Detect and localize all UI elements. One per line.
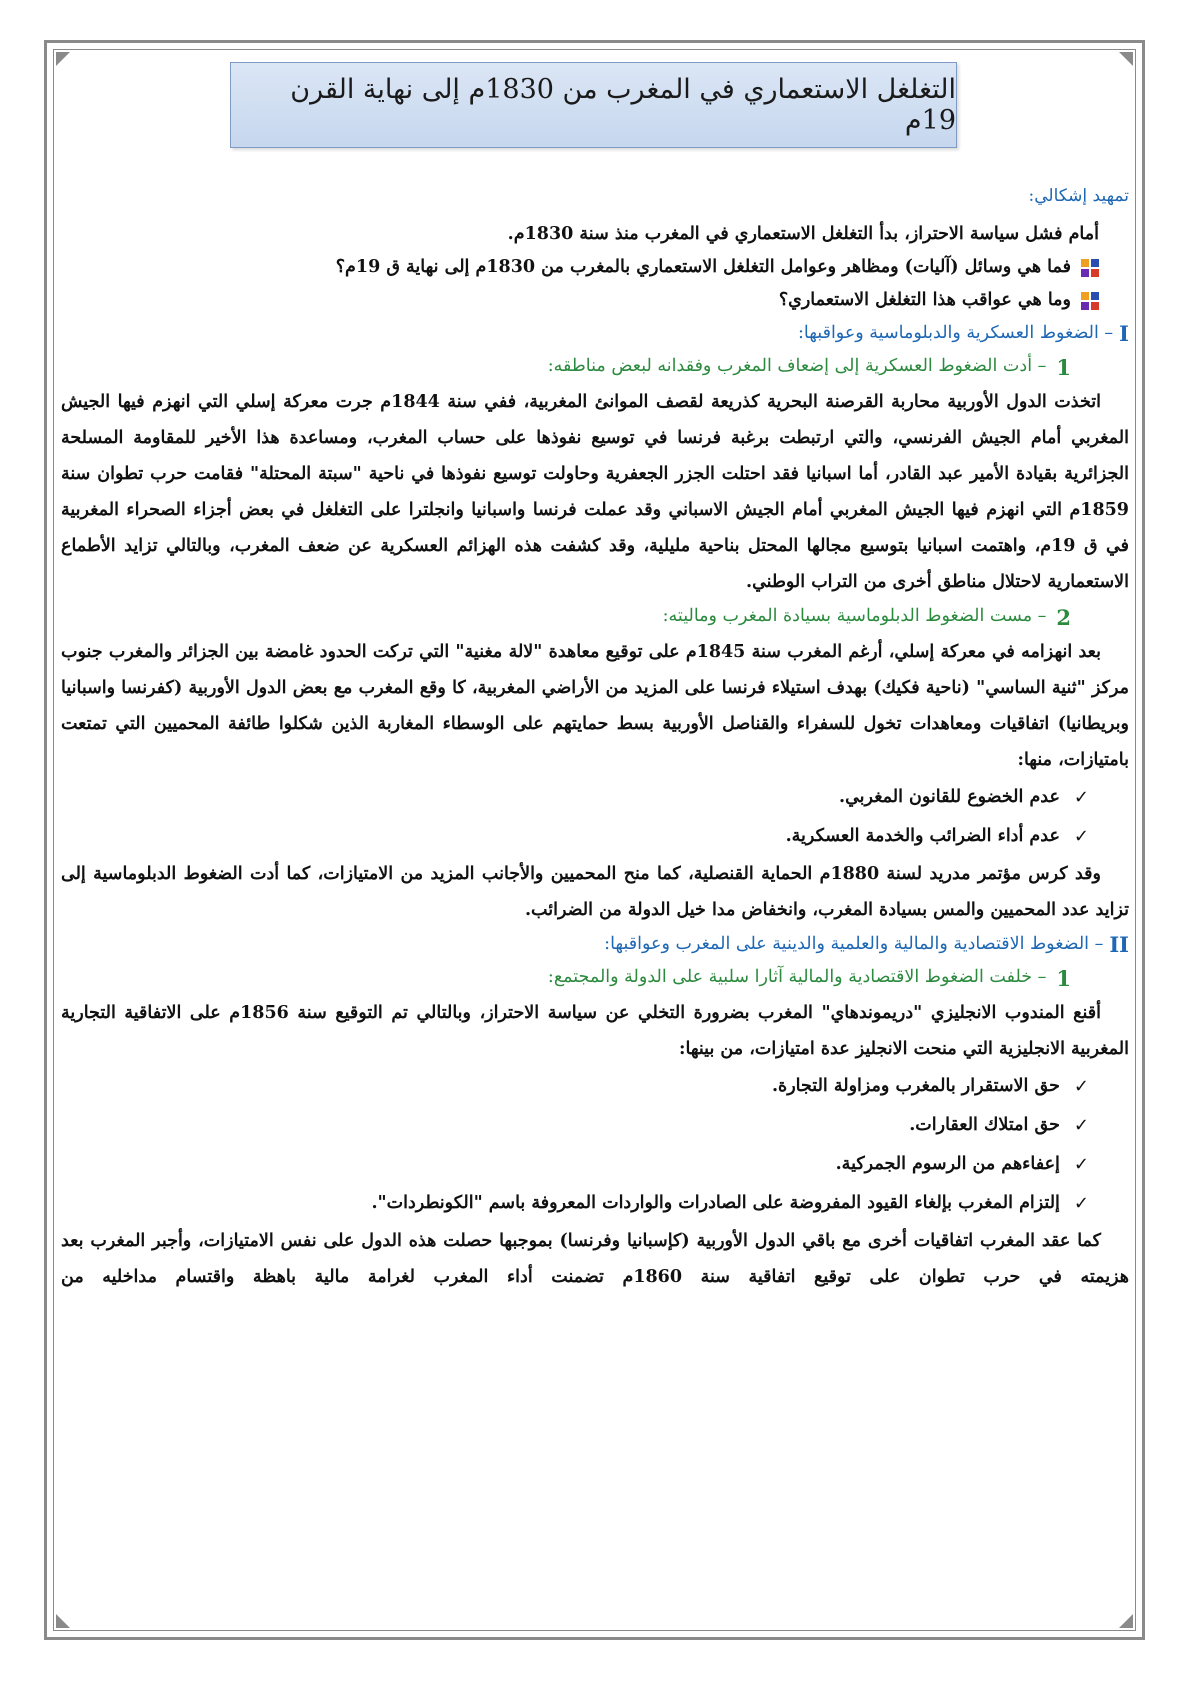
subsection-number: 2 [1056, 604, 1071, 630]
subsection-title: – مست الضغوط الدبلوماسية بسيادة المغرب وماليته: [662, 606, 1047, 627]
list-item-text: حق الاستقرار بالمغرب ومزاولة التجارة. [771, 1075, 1060, 1096]
bullet-square-icon [1081, 292, 1099, 310]
subsection-heading [61, 600, 1129, 634]
question-item [61, 284, 1129, 317]
list-item-text: عدم الخضوع للقانون المغربي. [838, 786, 1060, 807]
checkmark-icon: ✓ [1073, 1114, 1089, 1136]
paragraph: كما عقد المغرب اتفاقيات أخرى مع باقي الدول الأوربية (كإسبانيا وفرنسا) بموجبها حصلت هذه الدول على نفس الامتيازات، وأجبر المغرب بعد هزيمته في حرب تطوان على توقيع اتفاقية سنة 1860م تضمنت أداء المغرب لغرامة مالية باهظة واقتسام مداخليه من [61, 1231, 1129, 1287]
list-item-text: عدم أداء الضرائب والخدمة العسكرية. [785, 825, 1060, 846]
paragraph: أقنع المندوب الانجليزي "دريموندهاي" المغرب بضرورة التخلي عن سياسة الاحتراز، وبالتالي تم التوقيع سنة 1856م على الاتفاقية التجارية المغربية الانجليزية التي منحت الانجليز عدة امتيازات، من بينها: [61, 1003, 1129, 1059]
checkmark-icon: ✓ [1073, 825, 1089, 847]
section-title: – الضغوط الاقتصادية والمالية والعلمية والدينية على المغرب وعواقبها: [604, 933, 1104, 954]
page-title: التغلغل الاستعماري في المغرب من 1830م إلى نهاية القرن 19م [290, 74, 956, 136]
section-heading [61, 317, 1129, 350]
list-item [61, 1145, 1129, 1184]
paragraph: وقد كرس مؤتمر مدريد لسنة 1880م الحماية القنصلية، كما منح المحميين والأجانب المزيد من الامتيازات، كما أدت الضغوط الدبلوماسية إلى تزايد عدد المحميين والمس بسيادة المغرب، وانخفاض مدا خيل الدولة من الضرائب. [61, 864, 1129, 920]
bullet-square-icon [1081, 259, 1099, 277]
subsection-title: – خلفت الضغوط الاقتصادية والمالية آثارا سلبية على الدولة والمجتمع: [547, 967, 1047, 988]
checkmark-icon: ✓ [1073, 1192, 1089, 1214]
subsection-heading [61, 350, 1129, 384]
list-item-text: إعفاءهم من الرسوم الجمركية. [835, 1153, 1060, 1174]
list-item [61, 1067, 1129, 1106]
subsection-number: 1 [1056, 354, 1071, 380]
list-item [61, 778, 1129, 817]
question-item [61, 251, 1129, 284]
list-item-text: حق امتلاك العقارات. [909, 1114, 1060, 1135]
list-item [61, 1106, 1129, 1145]
section-number: I [1119, 321, 1129, 346]
subsection-number: 1 [1056, 965, 1071, 991]
paragraph: اتخذت الدول الأوربية محاربة القرصنة البحرية كذريعة لقصف الموانئ المغربية، ففي سنة 1844م جرت معركة إسلي التي انهزم فيها الجيش المغربي أمام الجيش الفرنسي، والتي ارتبطت برغبة فرنسا في توسيع نفوذها على حساب المغرب، ومساعدة هذا الأخير للمقاومة المسلحة الجزائرية بقيادة الأمير عبد القادر، أما اسبانيا فقد احتلت الجزر الجعفرية وحاولت توسيع نفوذها في ناحية "سبتة المحتلة" فقامت حرب تطوان سنة 1859م التي انهزم فيها الجيش المغربي أمام الجيش الاسباني وقد عملت فرنسا واسبانيا وانجلترا على التغلغل في بعض أجزاء الصحراء المغربية في ق 19م، واهتمت اسبانيا بتوسيع مجالها المحتل بناحية مليلية، وقد كشفت هذه الهزائم العسكرية عن ضعف المغرب، وبالتالي تزايد الأطماع الاستعمارية لاحتلال مناطق أخرى من التراب الوطني. [61, 392, 1129, 592]
section-title: – الضغوط العسكرية والدبلوماسية وعواقبها: [798, 322, 1114, 343]
intro-line: أمام فشل سياسة الاحتراز، بدأ التغلغل الاستعماري في المغرب منذ سنة 1830م. [507, 223, 1099, 244]
intro-label: تمهيد إشكالي: [1028, 186, 1129, 206]
list-item [61, 1184, 1129, 1223]
paragraph: بعد انهزامه في معركة إسلي، أرغم المغرب سنة 1845م على توقيع معاهدة "لالة مغنية" التي تركت الحدود غامضة بين الجزائر والمغرب جنوب مركز "ثنية الساسي" (ناحية فكيك) بهدف استيلاء فرنسا على المزيد من الأراضي المغربية، كا وقع المغرب مع بعض الدول الأوربية (كفرنسا واسبانيا وبريطانيا) اتفاقيات ومعاهدات تخول للسفراء والقناصل الأوربية بسط حمايتهم على الوسطاء المغاربة الذين شكلوا طائفة المحميين التي تمتعت بامتيازات، منها: [61, 642, 1129, 770]
list-item-text: إلتزام المغرب بإلغاء القيود المفروضة على الصادرات والواردات المعروفة باسم "الكونطردات". [371, 1192, 1060, 1213]
document-body [61, 188, 1129, 1295]
checkmark-icon: ✓ [1073, 1075, 1089, 1097]
list-item [61, 817, 1129, 856]
question-text: وما هي عواقب هذا التغلغل الاستعماري؟ [778, 289, 1071, 310]
section-heading [61, 928, 1129, 961]
checkmark-icon: ✓ [1073, 786, 1089, 808]
subsection-title: – أدت الضغوط العسكرية إلى إضعاف المغرب وفقدانه لبعض مناطقه: [547, 356, 1047, 377]
title-box [230, 62, 957, 148]
subsection-heading [61, 961, 1129, 995]
question-text: فما هي وسائل (آليات) ومظاهر وعوامل التغلغل الاستعماري بالمغرب من 1830م إلى نهاية ق 19م؟ [335, 256, 1071, 277]
section-number: II [1109, 932, 1129, 957]
checkmark-icon: ✓ [1073, 1153, 1089, 1175]
